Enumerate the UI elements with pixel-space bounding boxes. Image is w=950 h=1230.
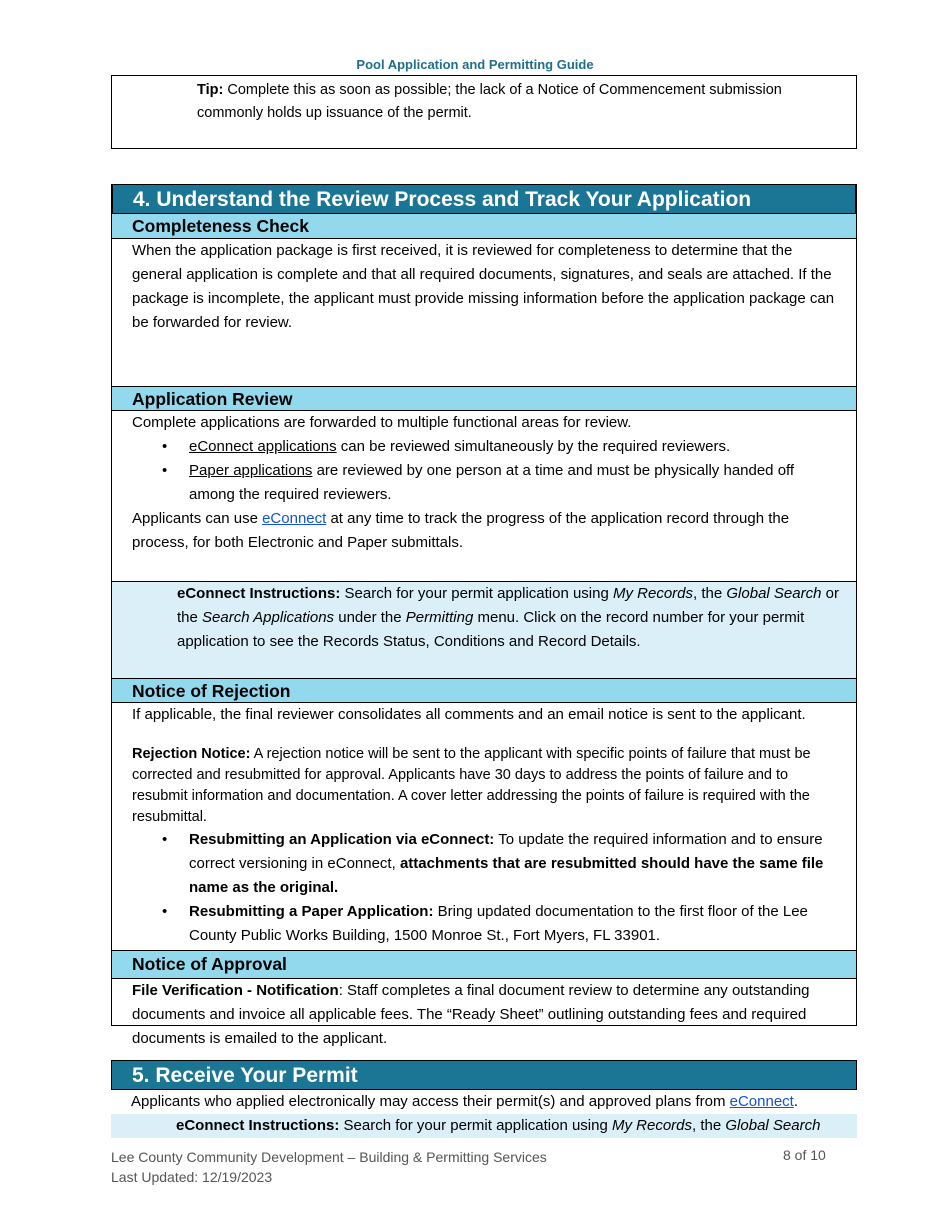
notice-of-approval-text <box>112 979 856 1051</box>
bullet-2-text: are reviewed by one person at a time and must be physically handed off among the required reviewers. <box>189 462 795 503</box>
my-records-text-2: My Records <box>612 1117 693 1134</box>
econnect-instructions-box-2 <box>111 1114 857 1138</box>
paper-applications-text: Paper applications <box>189 462 313 479</box>
notice-of-rejection-heading: Notice of Rejection <box>112 678 856 703</box>
receive-post: . <box>793 1093 799 1110</box>
instr-t3: or the <box>177 585 839 626</box>
econnect-instructions-box <box>112 581 856 678</box>
resubmit-paper-label: Resubmitting a Paper Application: <box>189 903 434 920</box>
my-records-text: My Records <box>613 585 694 602</box>
econnect-link-2[interactable]: eConnect <box>729 1093 794 1110</box>
track-post: at any time to track the progress of the application record through the process, for both Electronic and Paper submittals. <box>132 510 790 551</box>
file-verification-label: File Verification - Notification <box>132 982 339 999</box>
rejection-notice-label: Rejection Notice: <box>132 746 251 762</box>
permitting-menu-text: Permitting <box>405 609 474 626</box>
instructions-label-2: eConnect Instructions: <box>176 1117 340 1134</box>
page-number: 8 of 10 <box>783 1147 826 1163</box>
tip-label: Tip: <box>197 82 224 98</box>
notice-of-rejection-body <box>112 703 856 950</box>
application-review-intro: Complete applications are forwarded to multiple functional areas for review. <box>132 414 632 431</box>
list-item: • Resubmitting an Application via eConnect: To update the required information and to ensure correct versioning in eConnect, attachments that are resubmitted should have the same file name as the original. <box>162 831 824 896</box>
resubmit-paper-text: Bring updated documentation to the first floor of the Lee County Public Works Building, 1500 Monroe St., Fort Myers, FL 33901. <box>189 903 808 944</box>
list-item: • Resubmitting a Paper Application: Bring updated documentation to the first floor of the Lee County Public Works Building, 1500 Monroe St., Fort Myers, FL 33901. <box>162 903 808 944</box>
instr-t1: Search for your permit application using <box>340 585 613 602</box>
resubmit-econnect-bold: attachments that are resubmitted should have the same file name as the original. <box>189 855 824 896</box>
section-4-title: 4. Understand the Review Process and Track Your Application <box>112 184 856 214</box>
rejection-notice-body: A rejection notice will be sent to the applicant with specific points of failure that must be corrected and resubmitted for approval. Applicants have 30 days to address the points of failure and to resubmit information and documentation. A cover letter addressing the points of failure is required with the resubmittal. <box>132 746 811 825</box>
rejection-notice-text <box>112 744 856 828</box>
rejection-intro: If applicable, the final reviewer consolidates all comments and an email notice is sent to the applicant. <box>132 706 806 723</box>
resubmit-econnect-text: To update the required information and to ensure correct versioning in eConnect, <box>189 831 823 872</box>
instructions-label: eConnect Instructions: <box>177 585 341 602</box>
instr-t4: under the <box>334 609 406 626</box>
econnect-applications-text: eConnect applications <box>189 438 337 455</box>
track-pre: Applicants can use <box>132 510 263 527</box>
completeness-check-text: When the application package is first received, it is reviewed for completeness to determine that the general application is complete and that all required documents, signatures, and seals are attached. If the package is incomplete, the applicant must provide missing information before the application package can be forwarded for review. <box>132 242 835 331</box>
instr2-t2: , the <box>692 1117 726 1134</box>
tip-text <box>197 79 797 125</box>
section-5-title: 5. Receive Your Permit <box>111 1060 857 1090</box>
bullet-1-text: can be reviewed simultaneously by the required reviewers. <box>336 438 731 455</box>
review-bullet-list <box>112 435 856 507</box>
track-application-text <box>112 507 856 555</box>
notice-of-approval-heading: Notice of Approval <box>112 950 856 979</box>
instr-t2: , the <box>693 585 727 602</box>
instr2-t1: Search for your permit application using <box>339 1117 612 1134</box>
resubmit-econnect-label: Resubmitting an Application via eConnect: <box>189 831 495 848</box>
footer-last-updated: Last Updated: 12/19/2023 <box>111 1169 273 1185</box>
search-applications-text: Search Applications <box>202 609 335 626</box>
global-search-text-2: Global Search <box>725 1117 821 1134</box>
instr-t5: menu. Click on the record number for your permit application to see the Records Status, Conditions and Record Details. <box>177 609 805 650</box>
page-header-title: Pool Application and Permitting Guide <box>356 57 594 72</box>
list-item: • Paper applications are reviewed by one person at a time and must be physically handed off among the required reviewers. <box>162 462 795 503</box>
footer-department: Lee County Community Development – Building & Permitting Services <box>111 1149 547 1165</box>
receive-permit-text <box>111 1090 857 1114</box>
econnect-link[interactable]: eConnect <box>262 510 327 527</box>
tip-body: Complete this as soon as possible; the lack of a Notice of Commencement submission commonly holds up issuance of the permit. <box>197 82 782 121</box>
resubmit-bullet-list <box>112 828 856 948</box>
completeness-check-heading: Completeness Check <box>112 214 856 239</box>
list-item: • eConnect applications can be reviewed simultaneously by the required reviewers. <box>162 438 731 455</box>
application-review-heading: Application Review <box>112 386 856 411</box>
approval-body: : Staff completes a final document review to determine any outstanding documents and invoice all applicable fees. The “Ready Sheet” outlining outstanding fees and required documents is emailed to the applicant. <box>132 982 810 1047</box>
page-footer <box>111 1147 547 1187</box>
section-review-process <box>111 184 857 1047</box>
section-receive-permit <box>111 1060 857 1140</box>
global-search-text: Global Search <box>726 585 822 602</box>
receive-pre: Applicants who applied electronically may access their permit(s) and approved plans from <box>131 1093 730 1110</box>
application-review-body <box>112 411 856 581</box>
